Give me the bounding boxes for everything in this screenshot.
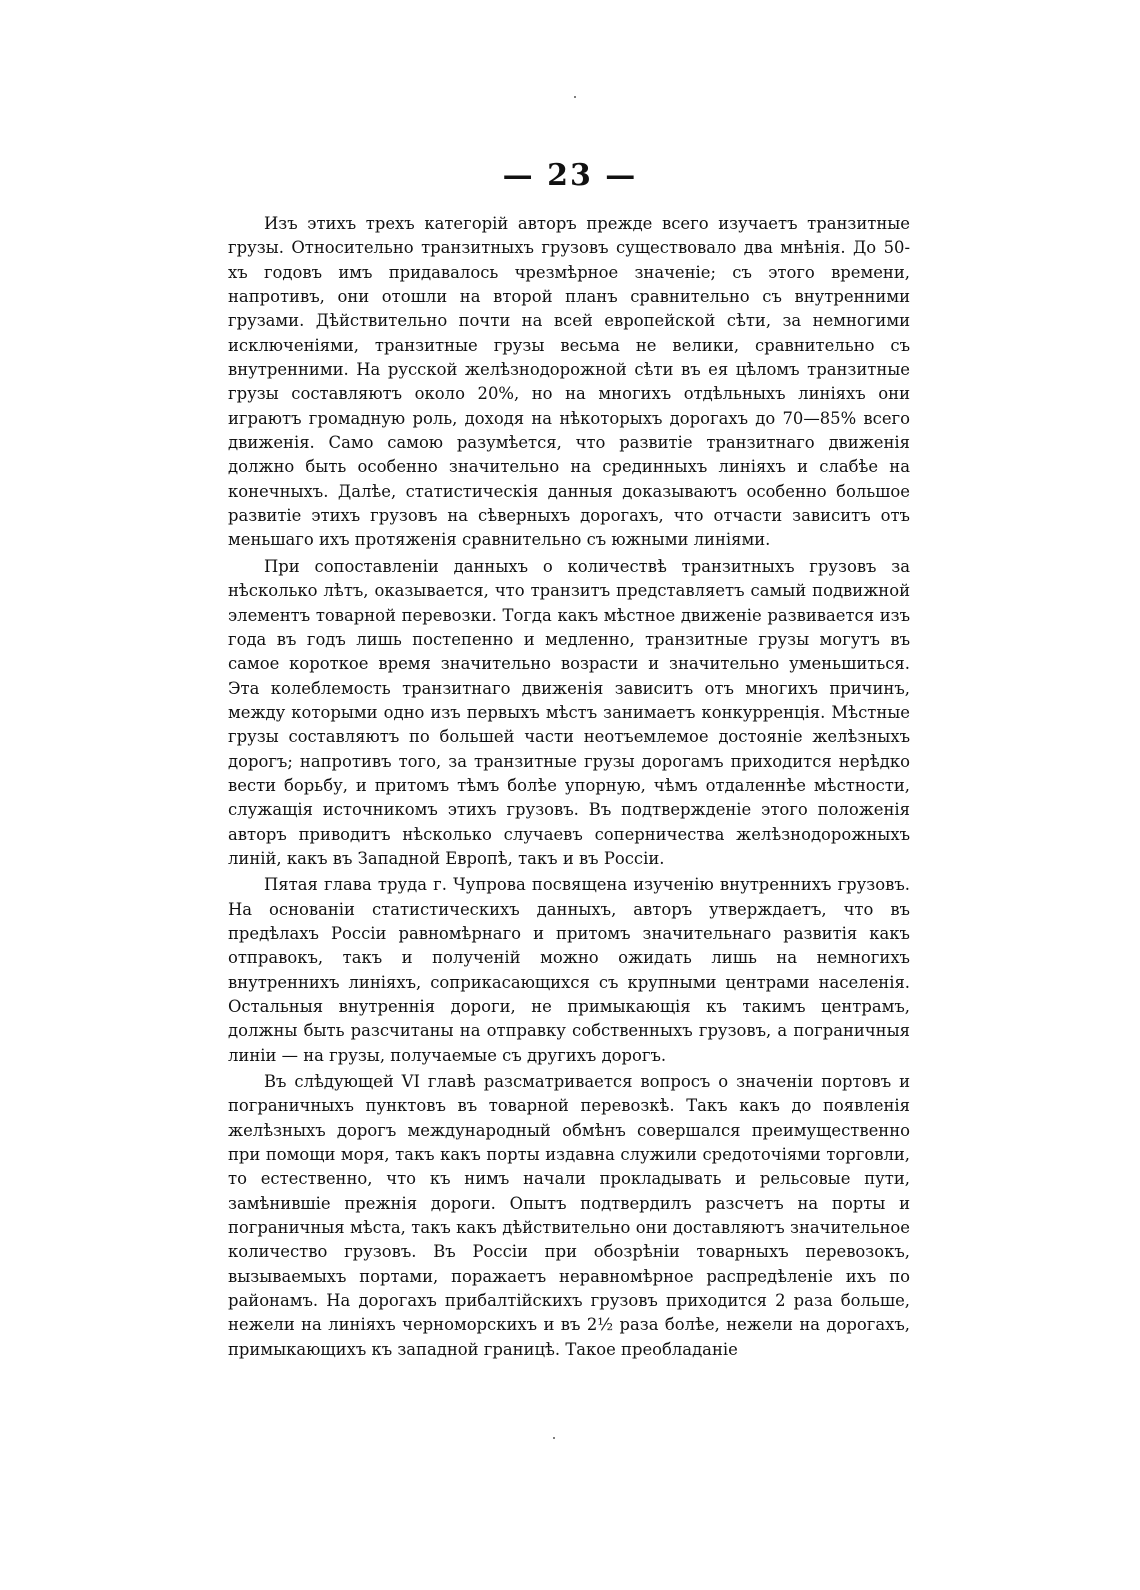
body-text — [228, 212, 910, 1362]
paragraph-ports: Въ слѣдующей VI главѣ разсматривается вопросъ о значеніи портовъ и пограничныхъ пунктовъ въ товарной перевозкѣ. Такъ какъ до появленія желѣзныхъ дорогъ международный обмѣнъ совершался преимущественно при помощи моря, такъ какъ порты издавна служили средоточіями торговли, то естественно, что къ нимъ начали прокладывать и рельсовые пути, замѣнившіе прежнія дороги. Опытъ подтвердилъ разсчетъ на порты и пограничныя мѣста, такъ какъ дѣйствительно они доставляютъ значительное количество грузовъ. Въ Россіи при обозрѣніи товарныхъ перевозокъ, вызываемыхъ портами, поражаетъ неравномѣрное распредѣленіе ихъ по районамъ. На дорогахъ прибалтійскихъ грузовъ приходится 2 раза больше, нежели на линіяхъ черноморскихъ и въ 2½ раза болѣе, нежели на дорогахъ, примыкающихъ къ западной границѣ. Такое преобладаніе — [228, 1072, 910, 1359]
page-number: — 23 — — [502, 158, 638, 193]
paragraph-internal-cargo: Пятая глава труда г. Чупрова посвящена изученію внутреннихъ грузовъ. На основаніи статистическихъ данныхъ, авторъ утверждаетъ, что въ предѣлахъ Россіи равномѣрнаго и притомъ значительнаго развитія какъ отправокъ, такъ и полученій можно ожидать лишь на немногихъ внутреннихъ линіяхъ, соприкасающихся съ крупными центрами населенія. Остальныя внутреннія дороги, не примыкающія къ такимъ центрамъ, должны быть разсчитаны на отправку собственныхъ грузовъ, а пограничныя линіи — на грузы, получаемые съ другихъ дорогъ. — [228, 875, 910, 1065]
scan-speck — [553, 1437, 555, 1439]
scan-speck — [574, 96, 576, 98]
paragraph-transit-categories: Изъ этихъ трехъ категорій авторъ прежде всего изучаетъ транзитные грузы. Относительно транзитныхъ грузовъ существовало два мнѣнія. До 50-хъ годовъ имъ придавалось чрезмѣрное значеніе; съ этого времени, напротивъ, они отошли на второй планъ сравнительно съ внутренними грузами. Дѣйствительно почти на всей европейской сѣти, за немногими исключеніями, транзитные грузы весьма не велики, сравнительно съ внутренними. На русской желѣзнодорожной сѣти въ ея цѣломъ транзитные грузы составляютъ около 20%, но на многихъ отдѣльныхъ линіяхъ они играютъ громадную роль, доходя на нѣкоторыхъ дорогахъ до 70—85% всего движенія. Само самою разумѣется, что развитіе транзитнаго движенія должно быть особенно значительно на срединныхъ линіяхъ и слабѣе на конечныхъ. Далѣе, статистическія данныя доказываютъ особенно большое развитіе этихъ грузовъ на сѣверныхъ дорогахъ, что отчасти зависитъ отъ меньшаго ихъ протяженія сравнительно съ южными линіями. — [228, 214, 910, 550]
paragraph-transit-fluctuation: При сопоставленіи данныхъ о количествѣ транзитныхъ грузовъ за нѣсколько лѣтъ, оказывается, что транзитъ представляетъ самый подвижной элементъ товарной перевозки. Тогда какъ мѣстное движеніе развивается изъ года въ годъ лишь постепенно и медленно, транзитные грузы могутъ въ самое короткое время значительно возрасти и значительно уменьшиться. Эта колеблемость транзитнаго движенія зависитъ отъ многихъ причинъ, между которыми одно изъ первыхъ мѣстъ занимаетъ конкурренція. Мѣстные грузы составляютъ по большей части неотъемлемое достояніе желѣзныхъ дорогъ; напротивъ того, за транзитные грузы дорогамъ приходится нерѣдко вести борьбу, и притомъ тѣмъ болѣе упорную, чѣмъ отдаленнѣе мѣстности, служащія источникомъ этихъ грузовъ. Въ подтвержденіе этого положенія авторъ приводитъ нѣсколько случаевъ соперничества желѣзнодорожныхъ линій, какъ въ Западной Европѣ, такъ и въ Россіи. — [228, 556, 910, 868]
